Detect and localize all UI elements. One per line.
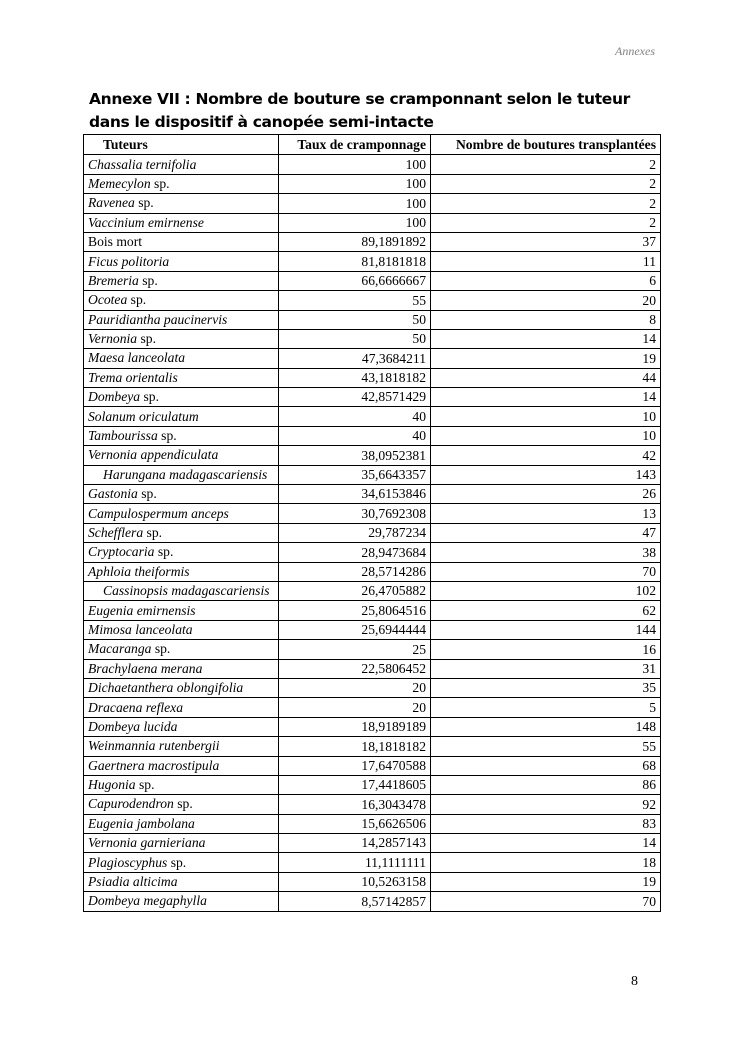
- tuteur-name-cell: [84, 775, 279, 794]
- tuteur-name-cell: [84, 194, 279, 213]
- tuteur-name-cell: [84, 349, 279, 368]
- taux-cramponnage-cell: 30,7692308: [279, 504, 431, 523]
- nombre-boutures-cell: 10: [431, 407, 661, 426]
- taux-cramponnage-cell: 100: [279, 213, 431, 232]
- table-row: [84, 368, 661, 387]
- taux-cramponnage-cell: 17,6470588: [279, 756, 431, 775]
- nombre-boutures-cell: 19: [431, 872, 661, 891]
- table-row: [84, 426, 661, 445]
- nombre-boutures-cell: 10: [431, 426, 661, 445]
- tuteur-species-name: Dracaena reflexa: [88, 699, 183, 715]
- tuteur-name-suffix: sp.: [137, 331, 156, 347]
- table-row: [84, 678, 661, 697]
- taux-cramponnage-cell: 35,6643357: [279, 465, 431, 484]
- header-taux-cramponnage: Taux de cramponnage: [279, 135, 431, 155]
- table-row: [84, 485, 661, 504]
- tuteur-species-name: Vernonia: [88, 331, 138, 347]
- table-row: [84, 620, 661, 639]
- tuteur-species-name: Dombeya lucida: [88, 718, 178, 734]
- nombre-boutures-cell: 18: [431, 853, 661, 872]
- nombre-boutures-cell: 47: [431, 523, 661, 542]
- taux-cramponnage-cell: 42,8571429: [279, 388, 431, 407]
- nombre-boutures-cell: 31: [431, 659, 661, 678]
- tuteur-name-suffix: sp.: [137, 486, 157, 502]
- tuteur-name-cell: [84, 834, 279, 853]
- nombre-boutures-cell: 14: [431, 329, 661, 348]
- tuteur-species-name: Cryptocaria: [88, 544, 155, 560]
- table-row: [84, 775, 661, 794]
- tuteur-name-cell: [84, 581, 279, 600]
- tuteur-name-cell: [84, 543, 279, 562]
- tuteur-name-suffix: sp.: [140, 389, 159, 405]
- table-row: [84, 640, 661, 659]
- tuteur-name-cell: [84, 892, 279, 911]
- header-nombre-boutures: Nombre de boutures transplantées: [431, 135, 661, 155]
- nombre-boutures-cell: 83: [431, 814, 661, 833]
- tuteur-species-name: Memecylon: [88, 175, 151, 191]
- tuteur-name-cell: [84, 368, 279, 387]
- nombre-boutures-cell: 6: [431, 271, 661, 290]
- tuteur-name-cell: [84, 504, 279, 523]
- tuteur-name-cell: [84, 310, 279, 329]
- tuteur-name-suffix: sp.: [143, 525, 163, 540]
- taux-cramponnage-cell: 8,57142857: [279, 892, 431, 911]
- tuteur-species-name: Vernonia garnieriana: [88, 835, 206, 851]
- tuteur-name-suffix: sp.: [138, 272, 158, 288]
- taux-cramponnage-cell: 38,0952381: [279, 446, 431, 465]
- tuteur-name-cell: [84, 271, 279, 290]
- tuteur-name-cell: [84, 562, 279, 581]
- taux-cramponnage-cell: 25,6944444: [279, 620, 431, 639]
- tuteur-species-name: Capurodendron: [88, 796, 174, 812]
- taux-cramponnage-cell: 50: [279, 329, 431, 348]
- tuteur-name-cell: [84, 698, 279, 717]
- tuteur-name-cell: [84, 485, 279, 504]
- table-row: [84, 562, 661, 581]
- taux-cramponnage-cell: 18,1818182: [279, 737, 431, 756]
- nombre-boutures-cell: 102: [431, 581, 661, 600]
- tuteur-species-name: Dombeya megaphylla: [88, 893, 207, 909]
- tuteur-species-name: Eugenia emirnensis: [88, 602, 196, 618]
- taux-cramponnage-cell: 16,3043478: [279, 795, 431, 814]
- tuteur-name-cell: [84, 523, 279, 542]
- nombre-boutures-cell: 86: [431, 775, 661, 794]
- tuteur-name-cell: [84, 717, 279, 736]
- table-row: [84, 349, 661, 368]
- nombre-boutures-cell: 92: [431, 795, 661, 814]
- taux-cramponnage-cell: 29,787234: [279, 523, 431, 542]
- tuteur-species-name: Psiadia alticima: [88, 874, 178, 890]
- taux-cramponnage-cell: 47,3684211: [279, 349, 431, 368]
- tuteur-name-cell: [84, 872, 279, 891]
- tuteur-species-name: Vernonia appendiculata: [88, 447, 219, 463]
- nombre-boutures-cell: 11: [431, 252, 661, 271]
- taux-cramponnage-cell: 25: [279, 640, 431, 659]
- tuteur-name-cell: [84, 640, 279, 659]
- table-row: [84, 504, 661, 523]
- table-row: [84, 523, 661, 542]
- tuteur-species-name: Maesa lanceolata: [88, 350, 186, 366]
- nombre-boutures-cell: 35: [431, 678, 661, 697]
- tuteur-species-name: Ravenea: [88, 195, 135, 211]
- tuteur-name-cell: [84, 329, 279, 348]
- table-row: [84, 174, 661, 193]
- tuteurs-table: [83, 134, 661, 912]
- table-row: [84, 601, 661, 620]
- nombre-boutures-cell: 70: [431, 892, 661, 911]
- tuteur-name-suffix: sp.: [127, 292, 147, 308]
- tuteur-species-name: Cassinopsis madagascariensis: [103, 583, 270, 599]
- nombre-boutures-cell: 14: [431, 388, 661, 407]
- tuteur-name-cell: [84, 795, 279, 814]
- taux-cramponnage-cell: 14,2857143: [279, 834, 431, 853]
- table-row: [84, 543, 661, 562]
- tuteur-species-name: Hugonia: [88, 777, 136, 793]
- tuteur-name-suffix: sp.: [151, 641, 171, 657]
- tuteur-species-name: Pauridiantha paucinervis: [88, 311, 228, 327]
- tuteur-name-suffix: sp.: [154, 544, 174, 560]
- tuteur-name-suffix: sp.: [173, 796, 193, 812]
- tuteur-name-cell: [84, 814, 279, 833]
- tuteur-species-name: Vaccinium emirnense: [88, 214, 204, 230]
- nombre-boutures-cell: 148: [431, 717, 661, 736]
- table-row: [84, 194, 661, 213]
- tuteur-name-cell: [84, 213, 279, 232]
- table-row: [84, 717, 661, 736]
- table-row: [84, 291, 661, 310]
- table-row: [84, 659, 661, 678]
- taux-cramponnage-cell: 20: [279, 698, 431, 717]
- tuteur-name-cell: [84, 252, 279, 271]
- tuteur-name-cell: [84, 465, 279, 484]
- nombre-boutures-cell: 14: [431, 834, 661, 853]
- table-row: [84, 155, 661, 174]
- table-row: [84, 814, 661, 833]
- table-row: [84, 465, 661, 484]
- taux-cramponnage-cell: 17,4418605: [279, 775, 431, 794]
- tuteur-name-suffix: Bois mort: [88, 234, 143, 250]
- tuteur-name-cell: [84, 426, 279, 445]
- tuteur-name-suffix: sp.: [167, 854, 187, 870]
- nombre-boutures-cell: 8: [431, 310, 661, 329]
- taux-cramponnage-cell: 100: [279, 194, 431, 213]
- taux-cramponnage-cell: 11,1111111: [279, 853, 431, 872]
- taux-cramponnage-cell: 20: [279, 678, 431, 697]
- tuteur-species-name: Brachylaena merana: [88, 660, 203, 676]
- tuteur-name-cell: [84, 232, 279, 251]
- taux-cramponnage-cell: 26,4705882: [279, 581, 431, 600]
- nombre-boutures-cell: 2: [431, 194, 661, 213]
- running-header: Annexes: [615, 44, 655, 58]
- tuteur-name-cell: [84, 446, 279, 465]
- tuteur-name-suffix: sp.: [157, 428, 177, 444]
- taux-cramponnage-cell: 81,8181818: [279, 252, 431, 271]
- table-row: [84, 329, 661, 348]
- taux-cramponnage-cell: 22,5806452: [279, 659, 431, 678]
- tuteur-species-name: Dichaetanthera oblongifolia: [88, 680, 244, 696]
- nombre-boutures-cell: 26: [431, 485, 661, 504]
- tuteur-species-name: Gaertnera macrostipula: [88, 757, 220, 773]
- nombre-boutures-cell: 16: [431, 640, 661, 659]
- tuteur-species-name: Mimosa lanceolata: [88, 621, 193, 637]
- table-row: [84, 892, 661, 911]
- tuteur-name-cell: [84, 853, 279, 872]
- table-row: [84, 388, 661, 407]
- taux-cramponnage-cell: 50: [279, 310, 431, 329]
- tuteur-species-name: Macaranga: [88, 641, 152, 657]
- table-row: [84, 698, 661, 717]
- nombre-boutures-cell: 2: [431, 213, 661, 232]
- table-row: [84, 581, 661, 600]
- nombre-boutures-cell: 70: [431, 562, 661, 581]
- taux-cramponnage-cell: 28,5714286: [279, 562, 431, 581]
- tuteur-species-name: Trema orientalis: [88, 369, 178, 385]
- table-row: [84, 756, 661, 775]
- table-header-row: [84, 135, 661, 155]
- nombre-boutures-cell: 68: [431, 756, 661, 775]
- tuteur-species-name: Ficus politoria: [88, 253, 170, 269]
- nombre-boutures-cell: 42: [431, 446, 661, 465]
- tuteur-name-cell: [84, 174, 279, 193]
- header-tuteurs: Tuteurs: [84, 135, 279, 155]
- tuteur-name-cell: [84, 678, 279, 697]
- tuteur-species-name: Gastonia: [88, 486, 138, 502]
- table-body: [84, 155, 661, 911]
- table-row: [84, 252, 661, 271]
- nombre-boutures-cell: 55: [431, 737, 661, 756]
- taux-cramponnage-cell: 55: [279, 291, 431, 310]
- nombre-boutures-cell: 2: [431, 155, 661, 174]
- tuteur-name-cell: [84, 291, 279, 310]
- tuteur-species-name: Aphloia theiformis: [88, 563, 190, 579]
- table-row: [84, 872, 661, 891]
- nombre-boutures-cell: 44: [431, 368, 661, 387]
- tuteur-species-name: Weinmannia rutenbergii: [88, 738, 220, 754]
- nombre-boutures-cell: 37: [431, 232, 661, 251]
- nombre-boutures-cell: 13: [431, 504, 661, 523]
- tuteur-name-cell: [84, 155, 279, 174]
- tuteur-name-suffix: sp.: [134, 195, 154, 211]
- tuteur-species-name: Bremeria: [88, 272, 139, 288]
- taux-cramponnage-cell: 25,8064516: [279, 601, 431, 620]
- table-row: [84, 232, 661, 251]
- table-row: [84, 834, 661, 853]
- taux-cramponnage-cell: 28,9473684: [279, 543, 431, 562]
- nombre-boutures-cell: 38: [431, 543, 661, 562]
- tuteur-species-name: Harungana madagascariensis: [103, 467, 268, 483]
- taux-cramponnage-cell: 18,9189189: [279, 717, 431, 736]
- nombre-boutures-cell: 5: [431, 698, 661, 717]
- tuteur-name-cell: [84, 620, 279, 639]
- tuteur-name-cell: [84, 659, 279, 678]
- tuteur-name-cell: [84, 407, 279, 426]
- tuteur-species-name: Solanum oriculatum: [88, 408, 199, 424]
- tuteur-name-cell: [84, 601, 279, 620]
- nombre-boutures-cell: 143: [431, 465, 661, 484]
- tuteur-species-name: Eugenia jambolana: [88, 815, 195, 831]
- tuteur-name-cell: [84, 388, 279, 407]
- taux-cramponnage-cell: 34,6153846: [279, 485, 431, 504]
- table-row: [84, 853, 661, 872]
- tuteur-species-name: Campulospermum anceps: [88, 505, 229, 521]
- annex-title: Annexe VII : Nombre de bouture se cramponnant selon le tuteur dans le dispositif à canopée semi-intacte: [89, 90, 630, 131]
- taux-cramponnage-cell: 100: [279, 155, 431, 174]
- tuteur-name-suffix: sp.: [135, 777, 155, 793]
- tuteur-species-name: Schefflera: [88, 525, 144, 540]
- nombre-boutures-cell: 62: [431, 601, 661, 620]
- taux-cramponnage-cell: 66,6666667: [279, 271, 431, 290]
- taux-cramponnage-cell: 43,1818182: [279, 368, 431, 387]
- tuteur-species-name: Dombeya: [88, 389, 141, 405]
- tuteur-name-cell: [84, 737, 279, 756]
- tuteur-species-name: Tambourissa: [88, 428, 158, 444]
- nombre-boutures-cell: 19: [431, 349, 661, 368]
- taux-cramponnage-cell: 15,6626506: [279, 814, 431, 833]
- table-row: [84, 271, 661, 290]
- nombre-boutures-cell: 20: [431, 291, 661, 310]
- table-row: [84, 446, 661, 465]
- table-row: [84, 795, 661, 814]
- table-row: [84, 407, 661, 426]
- tuteur-name-cell: [84, 756, 279, 775]
- tuteur-name-suffix: sp.: [150, 175, 170, 191]
- nombre-boutures-cell: 2: [431, 174, 661, 193]
- taux-cramponnage-cell: 10,5263158: [279, 872, 431, 891]
- table-row: [84, 310, 661, 329]
- table-row: [84, 737, 661, 756]
- tuteur-species-name: Chassalia ternifolia: [88, 156, 197, 172]
- taux-cramponnage-cell: 40: [279, 407, 431, 426]
- nombre-boutures-cell: 144: [431, 620, 661, 639]
- tuteur-species-name: Ocotea: [88, 292, 128, 308]
- page-number: 8: [631, 974, 638, 989]
- taux-cramponnage-cell: 100: [279, 174, 431, 193]
- tuteur-species-name: Plagioscyphus: [88, 854, 168, 870]
- taux-cramponnage-cell: 89,1891892: [279, 232, 431, 251]
- taux-cramponnage-cell: 40: [279, 426, 431, 445]
- table-row: [84, 213, 661, 232]
